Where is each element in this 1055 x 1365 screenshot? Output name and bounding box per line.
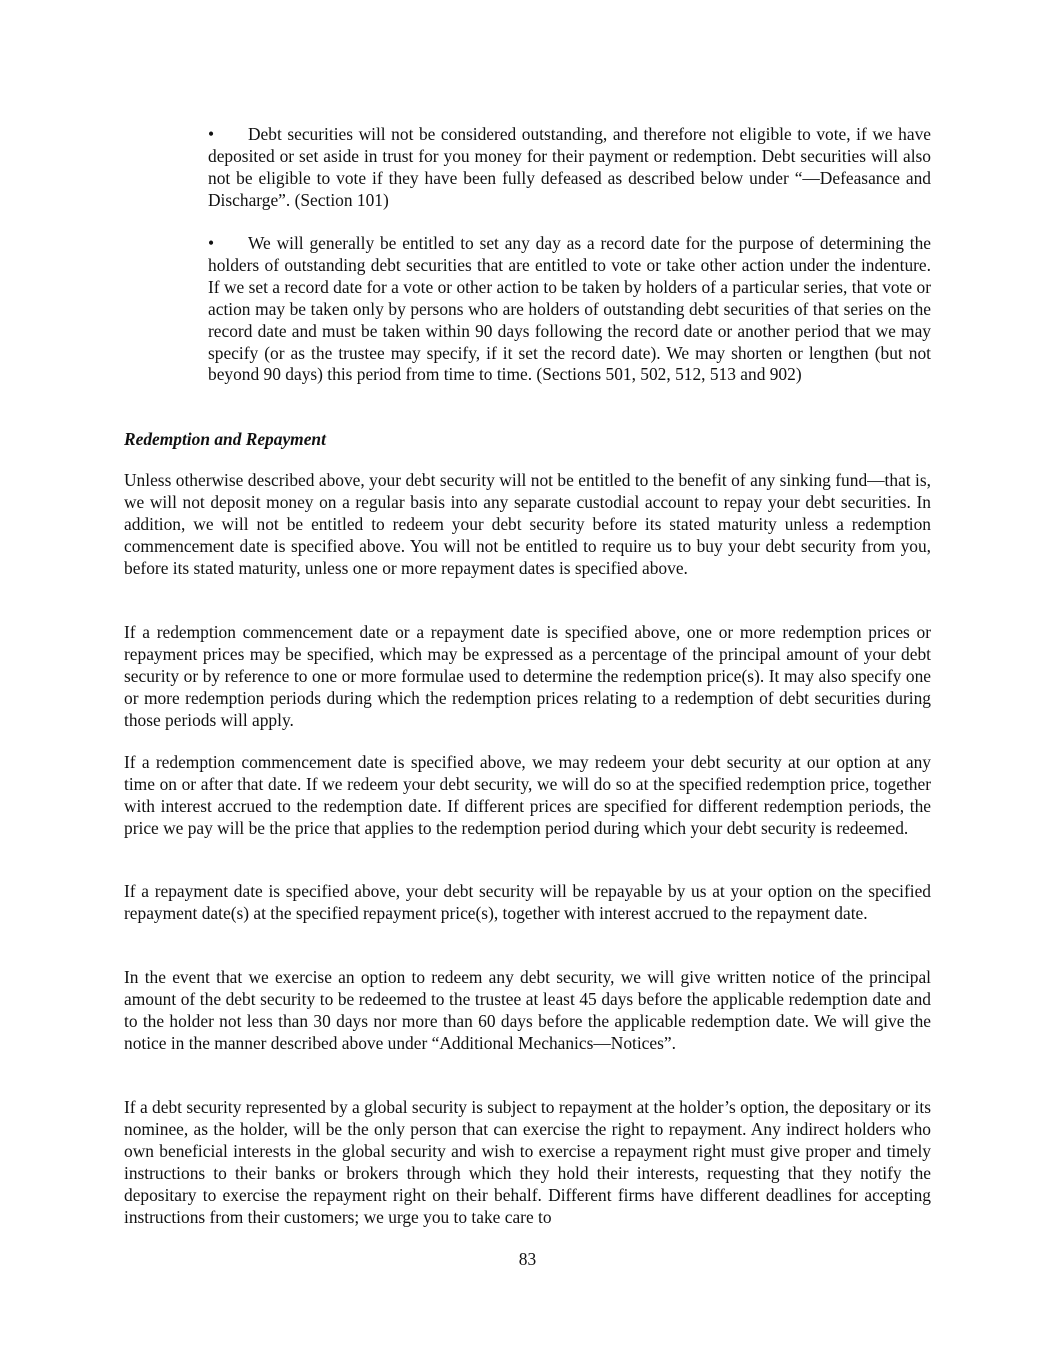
paragraph: If a repayment date is specified above, your debt security will be repayable by us at your option on the specified repayment date(s) at the specified repayment price(s), together with interest accrued to the repayment date. <box>124 881 931 923</box>
paragraph: If a debt security represented by a global security is subject to repayment at the holder’s option, the depositary or its nominee, as the holder, will be the only person that can exercise the right to repayment. Any indirect holders who own beneficial interests in the global security and wish to exercise a repayment right must give proper and timely instructions to their banks or brokers through which they hold their interests, requesting that they notify the depositary to exercise the repayment right on their behalf. Different firms have different deadlines for accepting instructions from their customers; we urge you to take care to <box>124 1097 931 1227</box>
bullet-item <box>208 124 931 212</box>
paragraph: If a redemption commencement date or a repayment date is specified above, one or more redemption prices or repayment prices may be specified, which may be expressed as a percentage of the principal amount of your debt security or by reference to one or more formulae used to determine the redemption price(s). It may also specify one or more redemption periods during which the redemption prices relating to a redemption of debt securities during those periods will apply. <box>124 622 931 730</box>
paragraph: If a redemption commencement date is specified above, we may redeem your debt security at our option at any time on or after that date. If we redeem your debt security, we will do so at the specified redemption price, together with interest accrued to the redemption date. If different prices are specified for different redemption periods, the price we pay will be the price that applies to the redemption period during which your debt security is redeemed. <box>124 752 931 838</box>
bullet-text: We will generally be entitled to set any day as a record date for the purpose of determining the holders of outstanding debt securities that are entitled to vote or take other action under the indenture. If we set a record date for a vote or other action to be taken by holders of a particular series, that vote or action may be taken only by persons who are holders of outstanding debt securities of that series on the record date and must be taken within 90 days following the record date or another period that we may specify (or as the trustee may specify, if it set the record date). We may shorten or lengthen (but not beyond 90 days) this period from time to time. (Sections 501, 502, 512, 513 and 902) <box>208 233 931 385</box>
page-number: 83 <box>518 1249 537 1269</box>
paragraph: In the event that we exercise an option to redeem any debt security, we will give written notice of the principal amount of the debt security to be redeemed to the trustee at least 45 days before the applicable redemption date and to the holder not less than 30 days nor more than 60 days before the applicable redemption date. We will give the notice in the manner described above under “Additional Mechanics—Notices”. <box>124 967 931 1053</box>
bullet-item <box>208 233 931 386</box>
section-heading: Redemption and Repayment <box>124 429 326 449</box>
bullet-symbol: • <box>208 233 215 253</box>
paragraph: Unless otherwise described above, your debt security will not be entitled to the benefit of any sinking fund—that is, we will not deposit money on a regular basis into any separate custodial account to repay your debt securities. In addition, we will not be entitled to redeem your debt security before its stated maturity unless a redemption commencement date is specified above. You will not be entitled to require us to buy your debt security from you, before its stated maturity, unless one or more repayment dates is specified above. <box>124 470 931 578</box>
bullet-text: Debt securities will not be considered outstanding, and therefore not eligible to vote, if we have deposited or set aside in trust for you money for their payment or redemption. Debt securities will also not be eligible to vote if they have been fully defeased as described below under “—Defeasance and Discharge”. (Section 101) <box>208 124 931 210</box>
bullet-symbol: • <box>208 124 215 144</box>
